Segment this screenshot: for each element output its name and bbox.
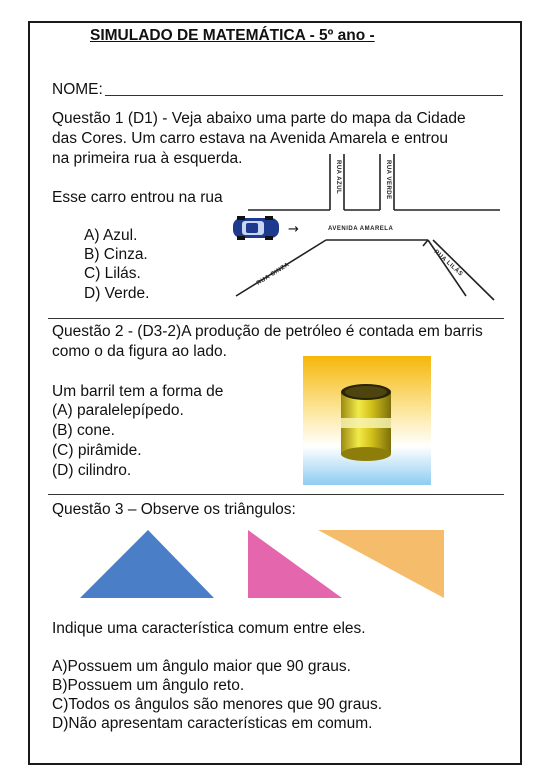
q3-question: Indique uma característica comum entre eles. bbox=[52, 620, 366, 637]
street-cinza-label: RUA CINZA bbox=[255, 261, 291, 287]
q1-option-b: B) Cinza. bbox=[84, 246, 148, 263]
q3-option-d: D)Não apresentam características em comum. bbox=[52, 715, 373, 732]
direction-arrow-icon: → bbox=[288, 222, 299, 237]
page-title: SIMULADO DE MATEMÁTICA - 5º ano - bbox=[90, 27, 375, 44]
q3-prompt: Questão 3 – Observe os triângulos: bbox=[52, 501, 296, 518]
street-lilas-label: RUA LILÁS bbox=[432, 249, 464, 278]
q2-prompt-line2: como o da figura ao lado. bbox=[52, 343, 227, 360]
street-azul-label: RUA AZUL bbox=[335, 160, 341, 195]
name-label: NOME: bbox=[52, 81, 103, 98]
q2-option-a: (A) paralelepípedo. bbox=[52, 402, 184, 419]
orange-triangle bbox=[318, 530, 444, 598]
q3-option-b: B)Possuem um ângulo reto. bbox=[52, 677, 245, 694]
q1-prompt-line1: Questão 1 (D1) - Veja abaixo uma parte do mapa da Cidade bbox=[52, 110, 466, 127]
q1-option-d: D) Verde. bbox=[84, 285, 150, 302]
street-verde-label: RUA VERDE bbox=[385, 160, 391, 200]
q2-prompt-line1: Questão 2 - (D3-2)A produção de petróleo é contada em barris bbox=[52, 323, 483, 340]
q2-option-d: (D) cilindro. bbox=[52, 462, 132, 479]
q1-option-c: C) Lilás. bbox=[84, 265, 141, 282]
pink-triangle bbox=[248, 530, 342, 598]
q1-question: Esse carro entrou na rua bbox=[52, 189, 223, 206]
q2-option-c: (C) pirâmide. bbox=[52, 442, 142, 459]
q1-prompt-line3: na primeira rua à esquerda. bbox=[52, 150, 243, 167]
car-icon bbox=[233, 216, 279, 240]
q1-prompt-line2: das Cores. Um carro estava na Avenida Amarela e entrou bbox=[52, 130, 449, 147]
q2-option-b: (B) cone. bbox=[52, 422, 115, 439]
name-line bbox=[105, 95, 503, 96]
divider-1 bbox=[48, 318, 504, 319]
q1-option-a: A) Azul. bbox=[84, 227, 138, 244]
q3-option-c: C)Todos os ângulos são menores que 90 graus. bbox=[52, 696, 383, 713]
triangles-figure bbox=[80, 528, 450, 600]
city-map bbox=[228, 150, 508, 308]
divider-2 bbox=[48, 494, 504, 495]
blue-triangle bbox=[80, 530, 214, 598]
avenue-label: AVENIDA AMARELA bbox=[328, 226, 394, 232]
barrel-icon bbox=[341, 384, 391, 461]
q2-question: Um barril tem a forma de bbox=[52, 383, 224, 400]
barrel-image bbox=[303, 356, 431, 485]
q3-option-a: A)Possuem um ângulo maior que 90 graus. bbox=[52, 658, 351, 675]
